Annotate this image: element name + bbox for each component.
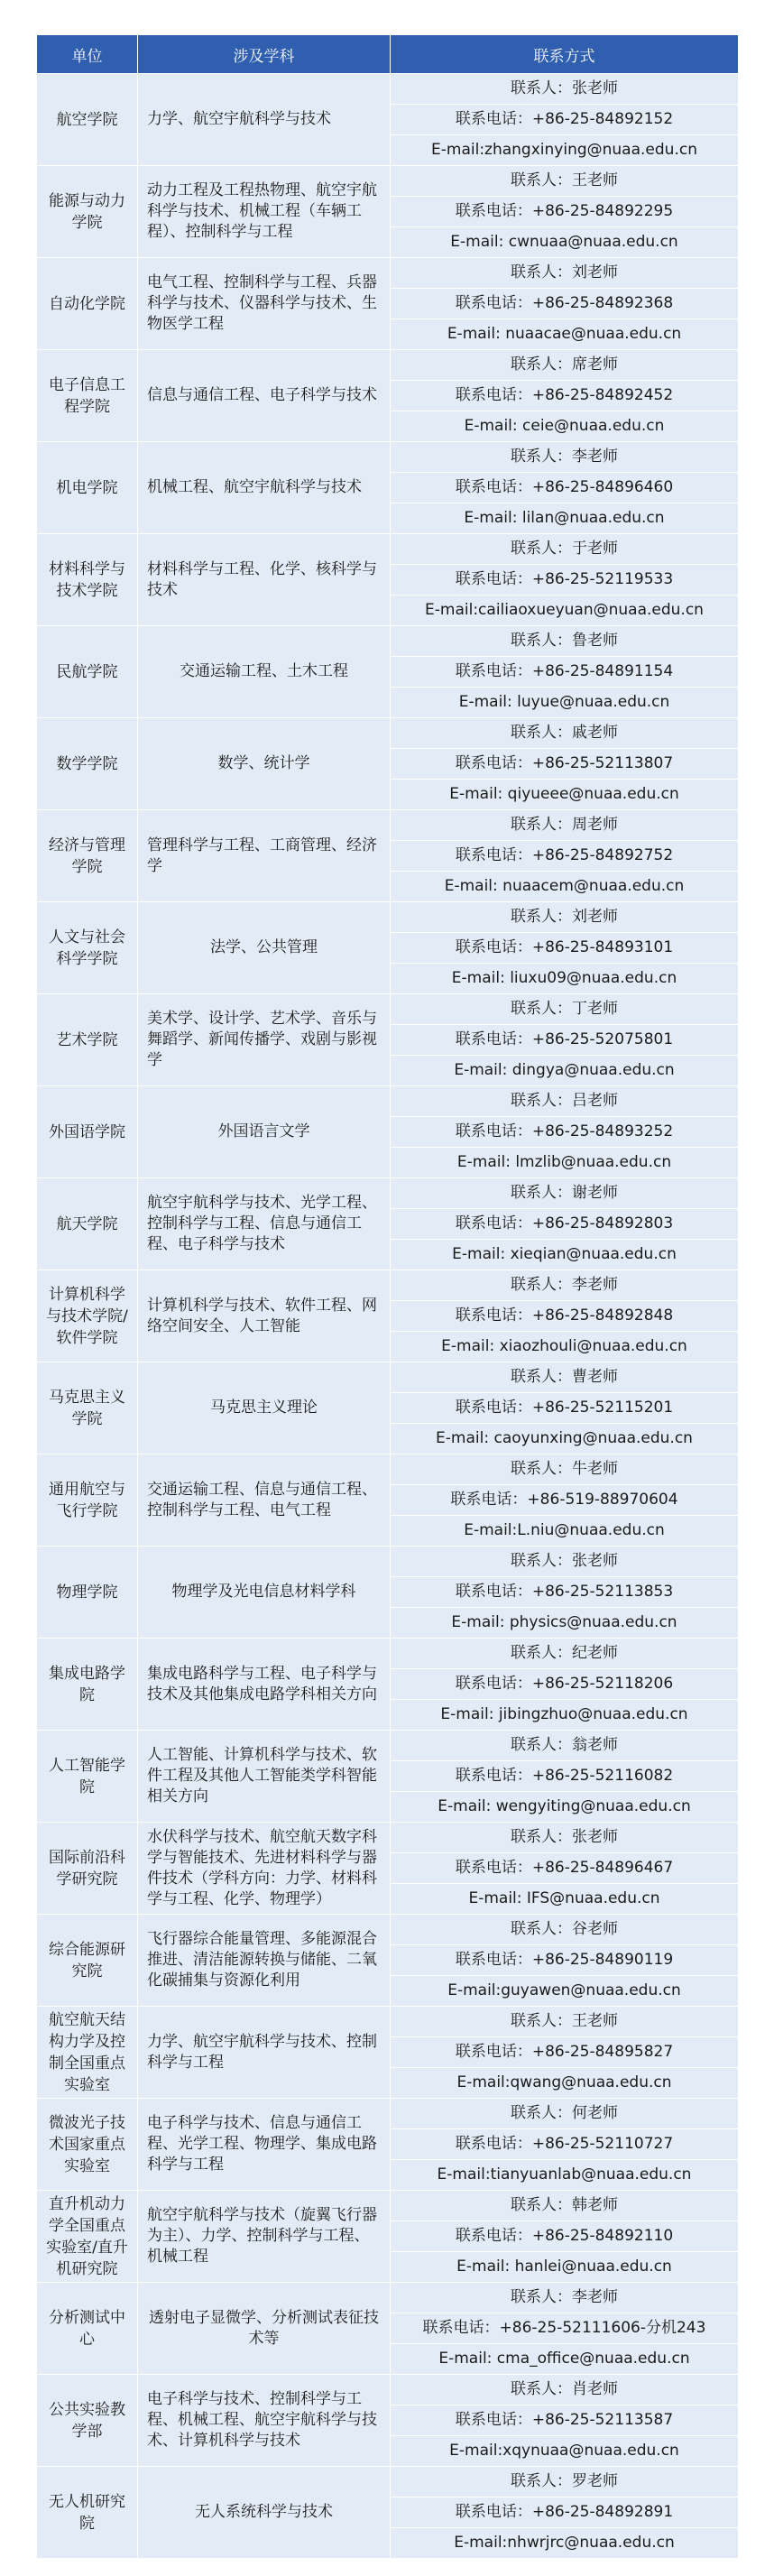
subjects-cell: 数学、统计学 xyxy=(138,718,391,810)
subjects-cell: 机械工程、航空宇航科学与技术 xyxy=(138,442,391,534)
unit-cell: 微波光子技术国家重点实验室 xyxy=(37,2099,138,2191)
unit-cell: 直升机动力学全国重点实验室/直升机研究院 xyxy=(37,2191,138,2283)
contact-person: 联系人：肖老师 xyxy=(391,2375,739,2405)
contact-phone: 联系电话：+86-25-84892152 xyxy=(391,105,739,135)
unit-cell: 航空航天结构力学及控制全国重点实验室 xyxy=(37,2007,138,2099)
contact-email: E-mail: xieqian@nuaa.edu.cn xyxy=(391,1240,739,1270)
unit-cell: 经济与管理学院 xyxy=(37,810,138,902)
table-body xyxy=(37,74,739,2559)
contact-person: 联系人：谢老师 xyxy=(391,1178,739,1209)
unit-cell: 计算机科学与技术学院/软件学院 xyxy=(37,1270,138,1362)
contact-email: E-mail: xiaozhouli@nuaa.edu.cn xyxy=(391,1332,739,1362)
contact-person: 联系人：于老师 xyxy=(391,534,739,565)
subjects-cell: 无人系统科学与技术 xyxy=(138,2467,391,2559)
table-row xyxy=(37,2467,739,2498)
contact-phone: 联系电话：+86-25-84892803 xyxy=(391,1209,739,1240)
unit-cell: 自动化学院 xyxy=(37,258,138,350)
contact-email: E-mail: ceie@nuaa.edu.cn xyxy=(391,411,739,442)
contact-email: E-mail: liuxu09@nuaa.edu.cn xyxy=(391,964,739,994)
contact-person: 联系人：李老师 xyxy=(391,442,739,473)
contact-person: 联系人：张老师 xyxy=(391,1823,739,1853)
subjects-cell: 电气工程、控制科学与工程、兵器科学与技术、仪器科学与技术、生物医学工程 xyxy=(138,258,391,350)
subjects-cell: 马克思主义理论 xyxy=(138,1362,391,1454)
contact-person: 联系人：刘老师 xyxy=(391,902,739,933)
unit-cell: 民航学院 xyxy=(37,626,138,718)
table-row xyxy=(37,1639,739,1669)
contact-phone: 联系电话：+86-25-84896467 xyxy=(391,1853,739,1884)
table-row xyxy=(37,2099,739,2129)
contact-phone: 联系电话：+86-25-52113587 xyxy=(391,2405,739,2436)
contact-email: E-mail: cma_office@nuaa.edu.cn xyxy=(391,2344,739,2375)
table-row xyxy=(37,1547,739,1577)
table-row xyxy=(37,1823,739,1853)
table-row xyxy=(37,1086,739,1117)
table-row xyxy=(37,626,739,657)
unit-cell: 集成电路学院 xyxy=(37,1639,138,1731)
unit-cell: 能源与动力学院 xyxy=(37,166,138,258)
unit-cell: 机电学院 xyxy=(37,442,138,534)
unit-cell: 无人机研究院 xyxy=(37,2467,138,2559)
unit-cell: 数学学院 xyxy=(37,718,138,810)
subjects-cell: 法学、公共管理 xyxy=(138,902,391,994)
subjects-cell: 水伏科学与技术、航空航天数字科学与智能技术、先进材料科学与器件技术（学科方向：力学、材料科学与工程、化学、物理学） xyxy=(138,1823,391,1915)
table-row xyxy=(37,1270,739,1301)
contact-person: 联系人：席老师 xyxy=(391,350,739,381)
contact-phone: 联系电话：+86-25-52111606-分机243 xyxy=(391,2313,739,2344)
table-row xyxy=(37,1731,739,1761)
contact-person: 联系人：周老师 xyxy=(391,810,739,841)
contact-table xyxy=(36,34,739,2559)
contact-person: 联系人：何老师 xyxy=(391,2099,739,2129)
table-row xyxy=(37,718,739,749)
unit-cell: 人文与社会科学学院 xyxy=(37,902,138,994)
contact-email: E-mail:xqynuaa@nuaa.edu.cn xyxy=(391,2436,739,2467)
contact-phone: 联系电话：+86-25-84892368 xyxy=(391,289,739,319)
table-row xyxy=(37,258,739,289)
contact-email: E-mail:cailiaoxueyuan@nuaa.edu.cn xyxy=(391,596,739,626)
contact-email: E-mail: wengyiting@nuaa.edu.cn xyxy=(391,1792,739,1823)
header-subjects: 涉及学科 xyxy=(138,35,391,74)
unit-cell: 航空学院 xyxy=(37,74,138,166)
contact-phone: 联系电话：+86-519-88970604 xyxy=(391,1485,739,1516)
contact-person: 联系人：韩老师 xyxy=(391,2191,739,2221)
contact-phone: 联系电话：+86-25-84892110 xyxy=(391,2221,739,2252)
contact-email: E-mail: lilan@nuaa.edu.cn xyxy=(391,503,739,534)
contact-email: E-mail:guyawen@nuaa.edu.cn xyxy=(391,1976,739,2007)
contact-person: 联系人：王老师 xyxy=(391,2007,739,2037)
subjects-cell: 动力工程及工程热物理、航空宇航科学与技术、机械工程（车辆工程）、控制科学与工程 xyxy=(138,166,391,258)
contact-email: E-mail: luyue@nuaa.edu.cn xyxy=(391,688,739,718)
table-header xyxy=(37,35,739,74)
contact-phone: 联系电话：+86-25-52075801 xyxy=(391,1025,739,1056)
contact-email: E-mail: jibingzhuo@nuaa.edu.cn xyxy=(391,1700,739,1731)
table-row xyxy=(37,994,739,1025)
contact-email: E-mail: nuaacae@nuaa.edu.cn xyxy=(391,319,739,350)
subjects-cell: 管理科学与工程、工商管理、经济学 xyxy=(138,810,391,902)
table-row xyxy=(37,534,739,565)
contact-email: E-mail: qiyueee@nuaa.edu.cn xyxy=(391,780,739,810)
subjects-cell: 飞行器综合能量管理、多能源混合推进、清洁能源转换与储能、二氧化碳捕集与资源化利用 xyxy=(138,1915,391,2007)
contact-person: 联系人：张老师 xyxy=(391,1547,739,1577)
subjects-cell: 人工智能、计算机科学与技术、软件工程及其他人工智能类学科智能相关方向 xyxy=(138,1731,391,1823)
table-row xyxy=(37,1362,739,1393)
subjects-cell: 交通运输工程、信息与通信工程、控制科学与工程、电气工程 xyxy=(138,1454,391,1547)
contact-email: E-mail: nuaacem@nuaa.edu.cn xyxy=(391,872,739,902)
unit-cell: 马克思主义学院 xyxy=(37,1362,138,1454)
header-row xyxy=(37,35,739,74)
unit-cell: 国际前沿科学研究院 xyxy=(37,1823,138,1915)
contact-phone: 联系电话：+86-25-52119533 xyxy=(391,565,739,596)
subjects-cell: 航空宇航科学与技术、光学工程、控制科学与工程、信息与通信工程、电子科学与技术 xyxy=(138,1178,391,1270)
contact-email: E-mail:nhwrjrc@nuaa.edu.cn xyxy=(391,2528,739,2559)
contact-person: 联系人：谷老师 xyxy=(391,1915,739,1945)
contact-email: E-mail: caoyunxing@nuaa.edu.cn xyxy=(391,1424,739,1454)
contact-phone: 联系电话：+86-25-84895827 xyxy=(391,2037,739,2068)
contact-person: 联系人：戚老师 xyxy=(391,718,739,749)
contact-phone: 联系电话：+86-25-52113853 xyxy=(391,1577,739,1608)
table-row xyxy=(37,1454,739,1485)
contact-person: 联系人：牛老师 xyxy=(391,1454,739,1485)
table-row xyxy=(37,2007,739,2037)
unit-cell: 物理学院 xyxy=(37,1547,138,1639)
contact-person: 联系人：刘老师 xyxy=(391,258,739,289)
contact-person: 联系人：王老师 xyxy=(391,166,739,197)
contact-person: 联系人：曹老师 xyxy=(391,1362,739,1393)
table-row xyxy=(37,2375,739,2405)
contact-email: E-mail: dingya@nuaa.edu.cn xyxy=(391,1056,739,1086)
contact-phone: 联系电话：+86-25-84892295 xyxy=(391,197,739,227)
table-row xyxy=(37,350,739,381)
contact-phone: 联系电话：+86-25-84892891 xyxy=(391,2498,739,2528)
header-contact: 联系方式 xyxy=(391,35,739,74)
subjects-cell: 物理学及光电信息材料学科 xyxy=(138,1547,391,1639)
table-row xyxy=(37,74,739,105)
subjects-cell: 信息与通信工程、电子科学与技术 xyxy=(138,350,391,442)
unit-cell: 艺术学院 xyxy=(37,994,138,1086)
unit-cell: 航天学院 xyxy=(37,1178,138,1270)
subjects-cell: 透射电子显微学、分析测试表征技术等 xyxy=(138,2283,391,2375)
contact-email: E-mail:tianyuanlab@nuaa.edu.cn xyxy=(391,2160,739,2191)
table-row xyxy=(37,1915,739,1945)
unit-cell: 分析测试中心 xyxy=(37,2283,138,2375)
contact-phone: 联系电话：+86-25-84893101 xyxy=(391,933,739,964)
unit-cell: 电子信息工程学院 xyxy=(37,350,138,442)
contact-person: 联系人：纪老师 xyxy=(391,1639,739,1669)
contact-email: E-mail:zhangxinying@nuaa.edu.cn xyxy=(391,135,739,166)
contact-person: 联系人：鲁老师 xyxy=(391,626,739,657)
contact-person: 联系人：罗老师 xyxy=(391,2467,739,2498)
unit-cell: 材料科学与技术学院 xyxy=(37,534,138,626)
unit-cell: 公共实验教学部 xyxy=(37,2375,138,2467)
contact-phone: 联系电话：+86-25-52115201 xyxy=(391,1393,739,1424)
table-row xyxy=(37,166,739,197)
contact-phone: 联系电话：+86-25-52118206 xyxy=(391,1669,739,1700)
contact-person: 联系人：张老师 xyxy=(391,74,739,105)
subjects-cell: 计算机科学与技术、软件工程、网络空间安全、人工智能 xyxy=(138,1270,391,1362)
contact-phone: 联系电话：+86-25-84893252 xyxy=(391,1117,739,1148)
contact-phone: 联系电话：+86-25-84891154 xyxy=(391,657,739,688)
unit-cell: 综合能源研究院 xyxy=(37,1915,138,2007)
subjects-cell: 集成电路科学与工程、电子科学与技术及其他集成电路学科相关方向 xyxy=(138,1639,391,1731)
unit-cell: 通用航空与飞行学院 xyxy=(37,1454,138,1547)
contact-phone: 联系电话：+86-25-84892752 xyxy=(391,841,739,872)
contact-person: 联系人：李老师 xyxy=(391,2283,739,2313)
contact-person: 联系人：丁老师 xyxy=(391,994,739,1025)
contact-email: E-mail: IFS@nuaa.edu.cn xyxy=(391,1884,739,1915)
contact-phone: 联系电话：+86-25-84896460 xyxy=(391,473,739,503)
contact-email: E-mail: lmzlib@nuaa.edu.cn xyxy=(391,1148,739,1178)
contact-email: E-mail: hanlei@nuaa.edu.cn xyxy=(391,2252,739,2283)
contact-person: 联系人：李老师 xyxy=(391,1270,739,1301)
subjects-cell: 电子科学与技术、信息与通信工程、光学工程、物理学、集成电路科学与工程 xyxy=(138,2099,391,2191)
table-row xyxy=(37,2191,739,2221)
contact-email: E-mail: physics@nuaa.edu.cn xyxy=(391,1608,739,1639)
subjects-cell: 力学、航空宇航科学与技术、控制科学与工程 xyxy=(138,2007,391,2099)
subjects-cell: 电子科学与技术、控制科学与工程、机械工程、航空宇航科学与技术、计算机科学与技术 xyxy=(138,2375,391,2467)
contact-email: E-mail:qwang@nuaa.edu.cn xyxy=(391,2068,739,2099)
contact-phone: 联系电话：+86-25-52110727 xyxy=(391,2129,739,2160)
subjects-cell: 外国语言文学 xyxy=(138,1086,391,1178)
subjects-cell: 美术学、设计学、艺术学、音乐与舞蹈学、新闻传播学、戏剧与影视学 xyxy=(138,994,391,1086)
contact-email: E-mail:L.niu@nuaa.edu.cn xyxy=(391,1516,739,1547)
unit-cell: 外国语学院 xyxy=(37,1086,138,1178)
contact-phone: 联系电话：+86-25-84892452 xyxy=(391,381,739,411)
contact-person: 联系人：翁老师 xyxy=(391,1731,739,1761)
header-unit: 单位 xyxy=(37,35,138,74)
unit-cell: 人工智能学院 xyxy=(37,1731,138,1823)
table-row xyxy=(37,902,739,933)
table-row xyxy=(37,2283,739,2313)
contact-phone: 联系电话：+86-25-52116082 xyxy=(391,1761,739,1792)
table-row xyxy=(37,1178,739,1209)
subjects-cell: 力学、航空宇航科学与技术 xyxy=(138,74,391,166)
contact-person: 联系人：吕老师 xyxy=(391,1086,739,1117)
contact-phone: 联系电话：+86-25-52113807 xyxy=(391,749,739,780)
table-row xyxy=(37,442,739,473)
subjects-cell: 材料科学与工程、化学、核科学与技术 xyxy=(138,534,391,626)
contact-email: E-mail: cwnuaa@nuaa.edu.cn xyxy=(391,227,739,258)
subjects-cell: 交通运输工程、土木工程 xyxy=(138,626,391,718)
subjects-cell: 航空宇航科学与技术（旋翼飞行器为主）、力学、控制科学与工程、机械工程 xyxy=(138,2191,391,2283)
contact-phone: 联系电话：+86-25-84892848 xyxy=(391,1301,739,1332)
contact-phone: 联系电话：+86-25-84890119 xyxy=(391,1945,739,1976)
table-row xyxy=(37,810,739,841)
